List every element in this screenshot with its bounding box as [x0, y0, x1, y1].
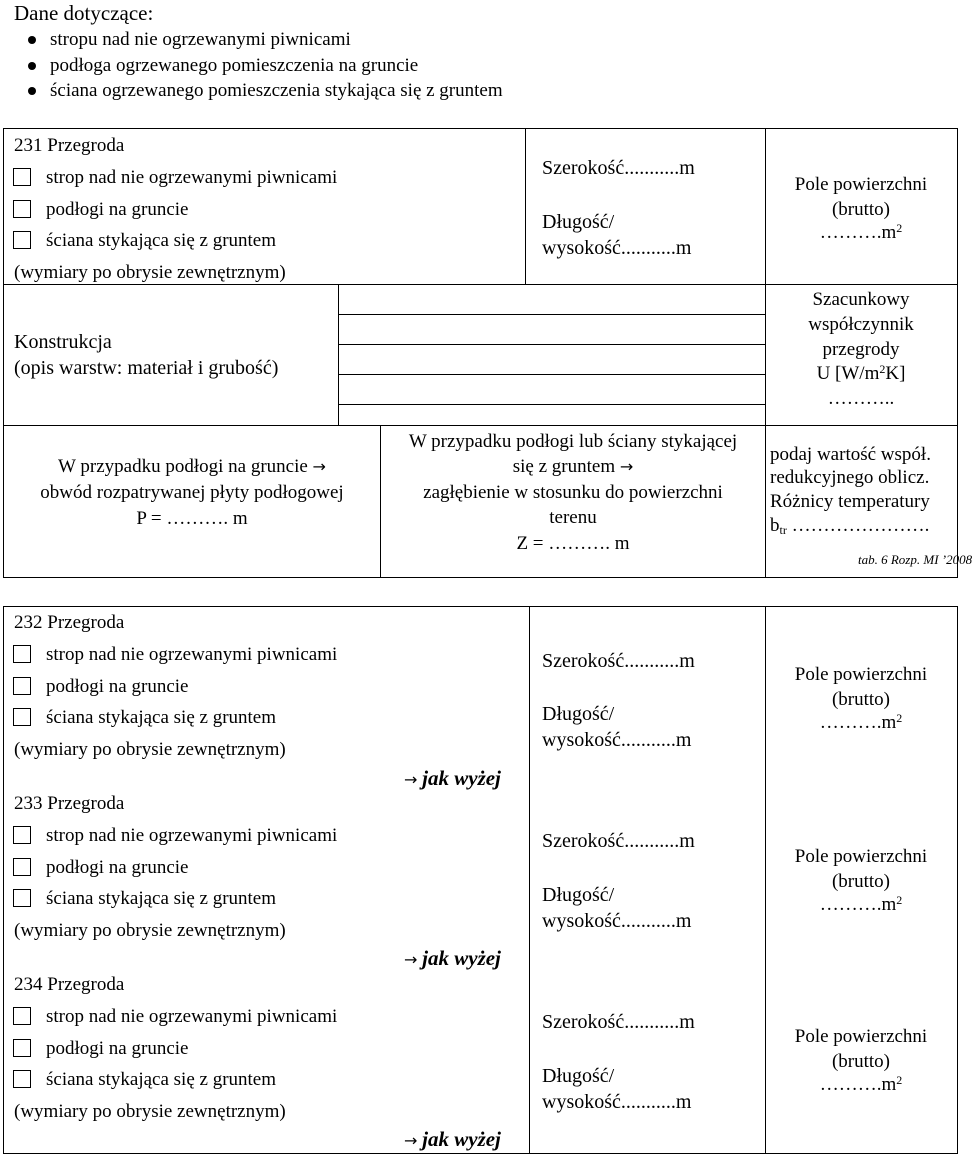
option-label: podłogi na gruncie — [46, 199, 189, 220]
checkbox-podloga[interactable] — [13, 677, 31, 695]
option-label: ściana stykająca się z gruntem — [46, 888, 277, 909]
checkbox-sciana[interactable] — [13, 708, 31, 726]
reduction-line-2: redukcyjnego oblicz. — [770, 467, 930, 488]
depth-line-1: W przypadku podłogi lub ściany stykającej — [408, 431, 738, 452]
checkbox-podloga[interactable] — [13, 858, 31, 876]
length-label: Długość/ — [542, 884, 615, 906]
width-field[interactable]: Szerokość...........m — [542, 830, 695, 852]
jak-wyzej-note: → jak wyżej — [404, 1127, 501, 1151]
header-bullet-2: podłoga ogrzewanego pomieszczenia na gruncie — [50, 55, 419, 76]
height-field[interactable]: wysokość...........m — [542, 1091, 692, 1113]
dims-note: (wymiary po obrysie zewnętrznym) — [14, 1101, 286, 1122]
depth-line-2: się z gruntem → — [512, 456, 634, 477]
area-label-brutto: (brutto) — [831, 199, 891, 220]
bullet-icon — [28, 87, 36, 95]
header-title: Dane dotyczące: — [14, 1, 154, 25]
checkbox-strop[interactable] — [13, 826, 31, 844]
height-field[interactable]: wysokość...........m — [542, 910, 692, 932]
option-label: ściana stykająca się z gruntem — [46, 230, 277, 251]
width-field[interactable]: Szerokość...........m — [542, 1011, 695, 1033]
coef-line-1: Szacunkowy — [812, 289, 910, 310]
header-bullet-3: ściana ogrzewanego pomieszczenia stykająca się z gruntem — [50, 80, 503, 101]
area-label-brutto: (brutto) — [831, 871, 891, 892]
area-label: Pole powierzchni — [794, 664, 928, 685]
coef-line-3: przegrody — [822, 339, 900, 360]
bullet-icon — [28, 62, 36, 70]
checkbox-sciana[interactable] — [13, 231, 31, 249]
jak-wyzej-note: → jak wyżej — [404, 766, 501, 790]
option-label: strop nad nie ogrzewanymi piwnicami — [46, 825, 338, 846]
option-label: podłogi na gruncie — [46, 1038, 189, 1059]
arrow-right-icon: → — [404, 1131, 418, 1150]
height-field[interactable]: wysokość...........m — [542, 237, 692, 259]
dims-note: (wymiary po obrysie zewnętrznym) — [14, 262, 286, 283]
dims-note: (wymiary po obrysie zewnętrznym) — [14, 920, 286, 941]
arrow-right-icon: → — [404, 950, 418, 969]
coef-value[interactable]: ……….. — [827, 388, 895, 409]
height-field[interactable]: wysokość...........m — [542, 729, 692, 751]
checkbox-strop[interactable] — [13, 1007, 31, 1025]
arrow-right-icon: → — [619, 457, 634, 476]
construction-label: Konstrukcja — [14, 331, 112, 353]
coef-line-2: współczynnik — [808, 314, 914, 335]
floor-line-2: obwód rozpatrywanej płyty podłogowej — [40, 482, 344, 503]
reduction-line-3: Różnicy temperatury — [770, 491, 930, 512]
bullet-icon — [28, 36, 36, 44]
width-field[interactable]: Szerokość...........m — [542, 157, 695, 179]
area-value[interactable]: $\dots\dots\dots.m^2$ — [819, 221, 903, 243]
area-label: Pole powierzchni — [794, 846, 928, 867]
length-label: Długość/ — [542, 703, 615, 725]
section-title: 232 Przegroda — [14, 612, 125, 633]
arrow-right-icon: → — [404, 770, 418, 789]
area-value[interactable]: $\dots\dots\dots.m^2$ — [819, 893, 903, 915]
depth-line-3: zagłębienie w stosunku do powierzchni — [423, 482, 723, 503]
depth-line-4: terenu — [549, 507, 597, 528]
area-label: Pole powierzchni — [794, 1026, 928, 1047]
construction-sublabel: (opis warstw: materiał i grubość) — [14, 357, 279, 379]
area-label: Pole powierzchni — [794, 174, 928, 195]
floor-perimeter-field[interactable]: P = ………. m — [136, 508, 248, 529]
section-title: 231 Przegroda — [14, 135, 125, 156]
reduction-line-1: podaj wartość współ. — [770, 444, 931, 465]
checkbox-podloga[interactable] — [13, 1039, 31, 1057]
checkbox-strop[interactable] — [13, 645, 31, 663]
area-label-brutto: (brutto) — [831, 689, 891, 710]
checkbox-sciana[interactable] — [13, 1070, 31, 1088]
option-label: podłogi na gruncie — [46, 857, 189, 878]
option-label: podłogi na gruncie — [46, 676, 189, 697]
checkbox-strop[interactable] — [13, 168, 31, 186]
section-title: 233 Przegroda — [14, 793, 125, 814]
floor-line-1: W przypadku podłogi na gruncie → — [58, 456, 326, 477]
reduction-source: tab. 6 Rozp. MI ’2008 — [858, 552, 972, 567]
length-label: Długość/ — [542, 211, 615, 233]
length-label: Długość/ — [542, 1065, 615, 1087]
section-title: 234 Przegroda — [14, 974, 125, 995]
jak-wyzej-note: → jak wyżej — [404, 946, 501, 970]
area-value[interactable]: $\dots\dots\dots.m^2$ — [819, 1073, 903, 1095]
header-bullet-1: stropu nad nie ogrzewanymi piwnicami — [50, 29, 351, 50]
arrow-right-icon: → — [312, 457, 326, 476]
option-label: ściana stykająca się z gruntem — [46, 1069, 277, 1090]
option-label: strop nad nie ogrzewanymi piwnicami — [46, 1006, 338, 1027]
area-value[interactable]: $\dots\dots\dots.m^2$ — [819, 711, 903, 733]
width-field[interactable]: Szerokość...........m — [542, 650, 695, 672]
dims-note: (wymiary po obrysie zewnętrznym) — [14, 739, 286, 760]
coef-line-4: U $[W/m^2K]$ — [816, 362, 906, 384]
option-label: ściana stykająca się z gruntem — [46, 707, 277, 728]
area-label-brutto: (brutto) — [831, 1051, 891, 1072]
reduction-value[interactable]: $b_{tr}$ …………………. — [770, 515, 930, 537]
checkbox-podloga[interactable] — [13, 200, 31, 218]
option-label: strop nad nie ogrzewanymi piwnicami — [46, 644, 338, 665]
option-label: strop nad nie ogrzewanymi piwnicami — [46, 167, 338, 188]
checkbox-sciana[interactable] — [13, 889, 31, 907]
depth-field[interactable]: Z = ………. m — [516, 533, 630, 554]
